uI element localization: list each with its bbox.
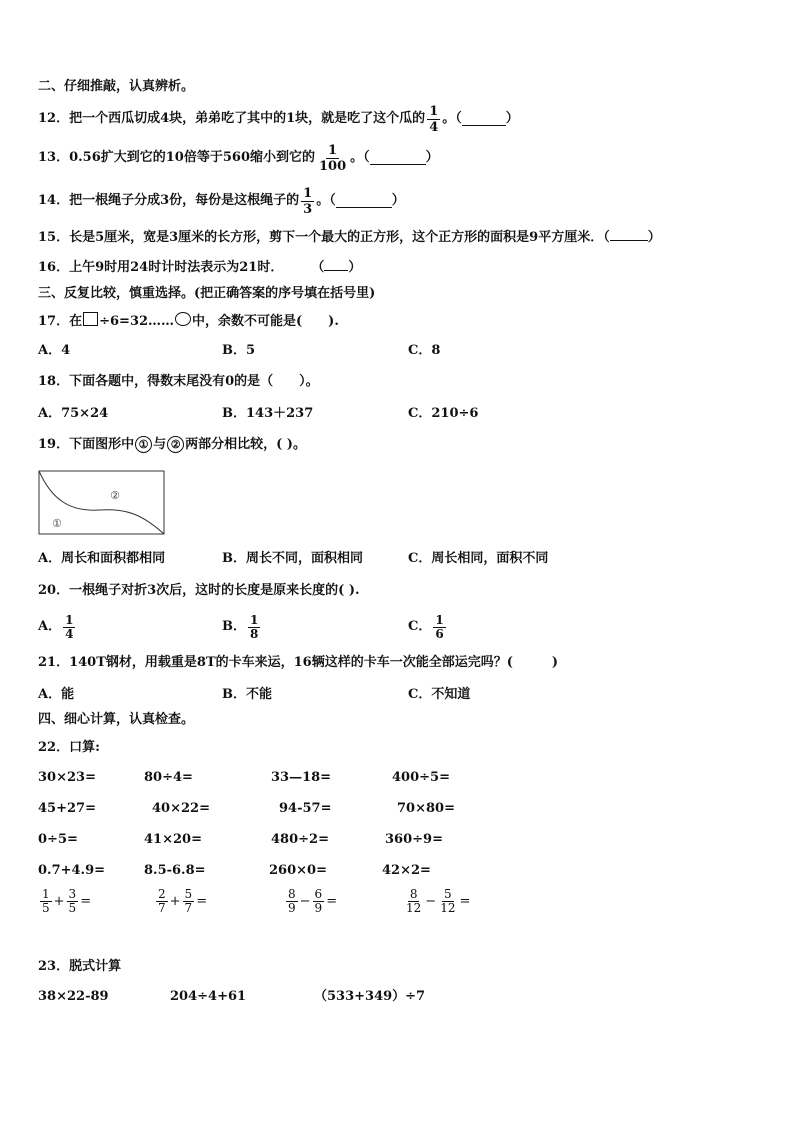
question-22 — [38, 739, 100, 757]
frac-numerator: 6 — [314, 887, 323, 901]
q14-fraction — [301, 186, 314, 217]
circled-two-marker: ② — [167, 436, 184, 453]
calc-item: 8.5-6.8= — [144, 863, 206, 878]
fraction-expression-3 — [284, 888, 337, 915]
q14-frac-denominator: 3 — [303, 201, 313, 217]
calc-item: 70×80= — [397, 801, 455, 816]
calc-item: 0÷5= — [38, 832, 78, 847]
q15-answer-blank[interactable] — [610, 228, 648, 241]
frac-denominator: 5 — [42, 901, 50, 915]
q16-close: ） — [348, 260, 362, 275]
q19-option-b[interactable]: B．周长不同，面积相同 — [222, 551, 363, 566]
question-21 — [38, 654, 558, 672]
q14-close: ） — [391, 193, 405, 208]
frac-numerator: 8 — [288, 887, 296, 901]
circled-one-marker: ① — [135, 436, 152, 453]
fraction-expression-1 — [38, 888, 91, 915]
q19-number: 19． — [38, 437, 70, 452]
question-20 — [38, 582, 360, 600]
q13-number: 13． — [38, 150, 70, 165]
calc-item: 94-57= — [279, 801, 332, 816]
q16-text: 上午9时用24时计时法表示为21时． — [69, 260, 284, 275]
q17-option-b[interactable]: B．5 — [222, 343, 256, 358]
q15-number: 15． — [38, 230, 70, 245]
calc-item: 80÷4= — [144, 770, 193, 785]
q15-text: 长是5厘米，宽是3厘米的长方形，剪下一个最大的正方形，这个正方形的面积是9平方厘米．（ — [69, 230, 610, 245]
figure-label-two: ② — [110, 489, 120, 502]
section-3-heading: 三、反复比较，慎重选择。(把正确答案的序号填在括号里) — [38, 286, 376, 301]
q14-number: 14． — [38, 193, 70, 208]
frac-denominator: 12 — [440, 901, 456, 915]
q19-pre: 下面图形中 — [69, 437, 135, 452]
q20-a-numerator: 1 — [65, 612, 74, 627]
q20-c-label: C． — [408, 619, 432, 634]
frac-numerator: 3 — [68, 887, 77, 901]
q12-number: 12． — [38, 111, 70, 126]
q19-option-c[interactable]: C．周长相同，面积不同 — [408, 551, 549, 566]
q15-close: ） — [647, 230, 661, 245]
frac-equals: = — [326, 894, 338, 909]
q14-answer-blank[interactable] — [336, 195, 392, 208]
frac-denominator: 9 — [314, 901, 323, 915]
q12-answer-blank[interactable] — [462, 113, 506, 126]
q13-text: 0.56扩大到它的10倍等于560缩小到它的 — [69, 150, 315, 165]
frac-numerator: 1 — [42, 887, 50, 901]
calc-item: 0.7+4.9= — [38, 863, 106, 878]
stepwise-calc-item: 204÷4+61 — [170, 989, 247, 1004]
q20-b-label: B． — [222, 619, 246, 634]
q13-answer-blank[interactable] — [370, 152, 426, 165]
circle-blank-icon — [175, 312, 191, 326]
q21-option-c[interactable]: C．不知道 — [408, 687, 471, 702]
q19-mid: 与 — [153, 437, 167, 452]
q19-option-a[interactable]: A．周长和面积都相同 — [38, 551, 166, 566]
frac-denominator: 7 — [184, 901, 193, 915]
q20-a-fraction — [63, 614, 75, 641]
question-16 — [38, 258, 361, 277]
q13-fraction — [317, 143, 348, 174]
q17-number: 17． — [38, 314, 70, 329]
calc-item: 360÷9= — [385, 832, 443, 847]
q19-post: 两部分相比较，( )。 — [185, 437, 306, 452]
stepwise-calc-item: （533+349）÷7 — [314, 989, 426, 1004]
calc-item: 40×22= — [152, 801, 210, 816]
frac-numerator: 5 — [184, 887, 193, 901]
calc-item: 45+27= — [38, 801, 96, 816]
q20-a-denominator: 4 — [65, 626, 74, 641]
fraction-expression-2 — [154, 888, 207, 915]
q20-b-numerator: 1 — [250, 612, 259, 627]
frac-denominator: 7 — [158, 901, 166, 915]
calc-item: 30×23= — [38, 770, 96, 785]
calc-item: 400÷5= — [392, 770, 450, 785]
q20-c-denominator: 6 — [435, 626, 444, 641]
calc-item: 260×0= — [269, 863, 327, 878]
q12-close: ） — [505, 111, 519, 126]
calc-item: 42×2= — [382, 863, 431, 878]
q21-option-a[interactable]: A．能 — [38, 687, 75, 702]
frac-numerator: 8 — [409, 887, 418, 901]
q20-c-numerator: 1 — [435, 612, 444, 627]
q12-fraction — [427, 104, 440, 135]
frac-operator: + — [169, 894, 181, 909]
q12-after: 。（ — [442, 111, 462, 126]
question-12 — [38, 104, 519, 134]
section-2-heading: 二、仔细推敲，认真辨析。 — [38, 79, 195, 94]
q12-text: 把一个西瓜切成4块，弟弟吃了其中的1块，就是吃了这个瓜的 — [69, 111, 426, 126]
q19-figure-rectangle — [38, 470, 166, 536]
q20-number: 20． — [38, 583, 70, 598]
q12-frac-denominator: 4 — [429, 119, 439, 135]
calc-item: 480÷2= — [271, 832, 329, 847]
q20-c-fraction — [433, 614, 445, 641]
q20-text: 一根绳子对折3次后，这时的长度是原来长度的( ). — [69, 583, 360, 598]
q20-b-denominator: 8 — [250, 626, 259, 641]
question-23 — [38, 958, 121, 976]
square-box-icon — [83, 312, 98, 326]
frac-denominator: 9 — [288, 901, 296, 915]
question-19 — [38, 436, 306, 454]
q14-frac-numerator: 1 — [303, 185, 313, 201]
q21-text: 140T钢材，用载重是8T的卡车来运，16辆这样的卡车一次能全部运完吗？( ) — [69, 655, 559, 670]
question-15 — [38, 228, 661, 247]
question-14 — [38, 186, 405, 216]
frac-operator: + — [53, 894, 65, 909]
q20-option-b[interactable] — [222, 610, 262, 644]
q18-option-b[interactable]: B．143＋237 — [222, 406, 314, 421]
q18-option-c[interactable]: C．210÷6 — [408, 406, 479, 421]
q16-number: 16． — [38, 260, 70, 275]
q13-after: 。（ — [350, 150, 370, 165]
question-17 — [38, 312, 339, 331]
q16-open: （ — [311, 260, 325, 275]
q17-pre: 在 — [69, 314, 83, 329]
q17-option-c[interactable]: C．8 — [408, 343, 441, 358]
q17-post: 中，余数不可能是( ). — [192, 314, 339, 329]
frac-numerator: 5 — [444, 887, 452, 901]
frac-operator: − — [299, 894, 311, 909]
q21-number: 21． — [38, 655, 70, 670]
q20-a-label: A． — [38, 619, 62, 634]
q14-after: 。（ — [316, 193, 336, 208]
frac-equals: = — [196, 894, 208, 909]
stepwise-calc-item: 38×22-89 — [38, 989, 109, 1004]
q14-text: 把一根绳子分成3份，每份是这根绳子的 — [69, 193, 300, 208]
q23-title: 脱式计算 — [69, 959, 122, 974]
q12-frac-numerator: 1 — [429, 103, 439, 119]
q20-option-c[interactable] — [408, 610, 448, 644]
q17-mid: ÷6=32…… — [99, 314, 175, 329]
frac-denominator: 5 — [68, 901, 77, 915]
frac-denominator: 12 — [406, 901, 422, 915]
q16-answer-blank[interactable] — [324, 258, 348, 271]
question-13 — [38, 143, 439, 173]
q18-text: 下面各题中，得数末尾没有0的是（ ）。 — [69, 374, 319, 389]
q22-title: 口算: — [69, 740, 100, 755]
q13-close: ） — [425, 150, 439, 165]
q20-b-fraction — [248, 614, 260, 641]
calc-item: 41×20= — [144, 832, 202, 847]
figure-label-one: ① — [52, 517, 62, 530]
section-4-heading: 四、细心计算，认真检查。 — [38, 712, 195, 727]
q13-frac-numerator: 1 — [328, 142, 338, 158]
q18-option-a[interactable]: A．75×24 — [38, 406, 109, 421]
fraction-expression-4 — [402, 888, 470, 915]
q20-option-a[interactable] — [38, 610, 77, 644]
q21-option-b[interactable]: B．不能 — [222, 687, 272, 702]
frac-operator: − — [425, 894, 437, 909]
question-18 — [38, 373, 319, 391]
q23-number: 23． — [38, 959, 70, 974]
q18-number: 18． — [38, 374, 70, 389]
frac-equals: = — [459, 894, 471, 909]
calc-item: 33—18= — [271, 770, 332, 785]
q17-option-a[interactable]: A．4 — [38, 343, 71, 358]
q22-number: 22． — [38, 740, 70, 755]
q13-frac-denominator: 100 — [318, 158, 347, 174]
frac-equals: = — [80, 894, 92, 909]
frac-numerator: 2 — [158, 887, 166, 901]
